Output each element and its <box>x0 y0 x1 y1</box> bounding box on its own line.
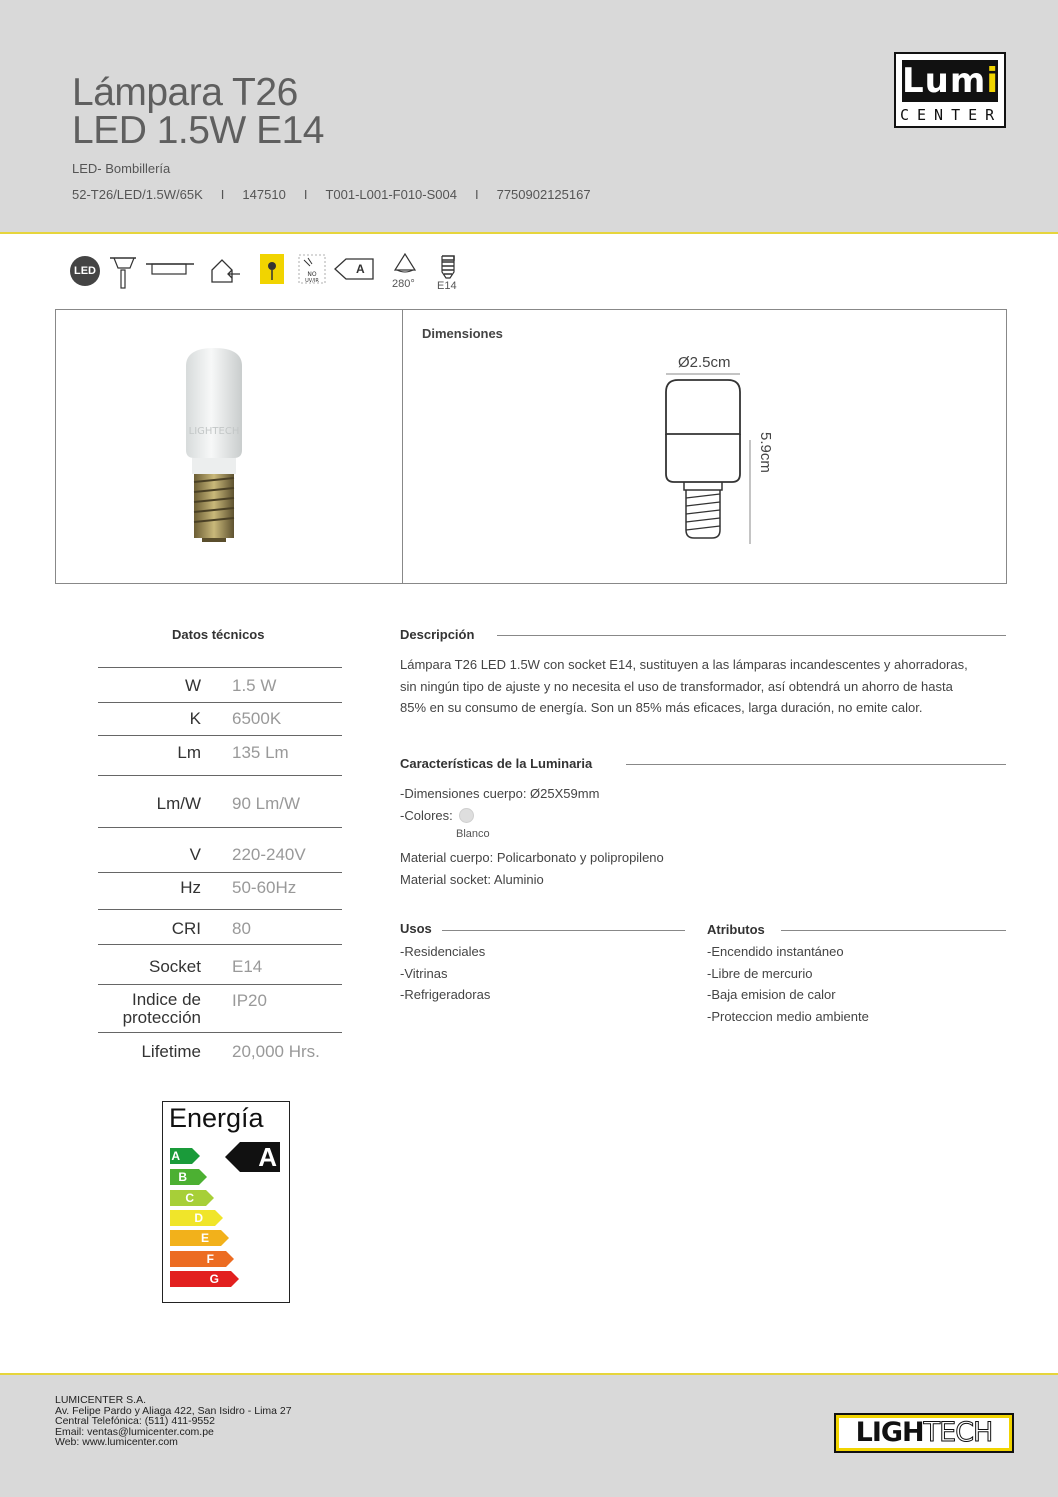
energy-bar-g: G <box>170 1271 231 1287</box>
tech-divider <box>98 909 342 910</box>
page-title <box>72 71 324 152</box>
energy-bar-d: D <box>170 1210 215 1226</box>
section-rule <box>442 930 685 931</box>
tech-divider <box>98 775 342 776</box>
led-icon: LED <box>70 256 100 286</box>
logo-part-tech: TECH <box>923 1417 993 1448</box>
logo-sub: CENTER <box>900 106 1003 124</box>
company-name: LUMICENTER S.A. <box>55 1394 147 1406</box>
color-swatch-white <box>459 808 474 823</box>
box-divider <box>402 310 403 583</box>
tech-key-line-1: Indice de <box>132 990 201 1009</box>
beam-angle-label: 280° <box>392 278 415 290</box>
tech-key: K <box>189 709 201 728</box>
tech-key <box>123 991 201 1027</box>
company-phone: Central Telefónica: (511) 411-9552 <box>55 1415 215 1428</box>
dimension-width: Ø2.5cm <box>678 354 731 371</box>
description-line: 85% en su consumo de energía. Son un 85% más eficaces, larga duración, no emite calor. <box>400 700 923 715</box>
tech-value: 220-240V <box>232 845 306 864</box>
product-photo <box>164 346 264 546</box>
company-address: Av. Felipe Pardo y Aliaga 422, San Isidro - Lima 27 <box>55 1404 292 1417</box>
attributes-title: Atributos <box>707 922 765 937</box>
energy-bar-e: E <box>170 1230 221 1246</box>
footer <box>0 1373 1058 1497</box>
tech-data-title: Datos técnicos <box>172 627 265 642</box>
section-rule <box>626 764 1006 765</box>
description-line: Lámpara T26 LED 1.5W con socket E14, sustituyen a las lámparas incandescentes y ahorradoras, <box>400 657 968 672</box>
energy-bar-b: B <box>170 1169 199 1185</box>
company-info <box>55 1395 292 1448</box>
lightech-logo <box>834 1413 1014 1453</box>
logo-main: Lumi <box>902 61 999 101</box>
tech-divider <box>98 984 342 985</box>
e14-socket-label: E14 <box>437 280 457 292</box>
list-item: -Libre de mercurio <box>707 965 813 981</box>
color-name: Blanco <box>456 828 490 840</box>
tech-key: CRI <box>171 919 201 938</box>
code-separator: I <box>220 187 225 202</box>
lightech-logo-text <box>839 1418 1009 1448</box>
energy-bar-a: A <box>170 1148 192 1164</box>
lamp-bulb-yellow-icon <box>260 254 284 284</box>
dimension-height: 5.9cm <box>757 432 774 473</box>
section-rule <box>497 635 1006 636</box>
tech-key: Lm/W <box>156 794 201 813</box>
code-separator: I <box>474 187 479 202</box>
title-line-2: LED 1.5W E14 <box>72 109 324 152</box>
product-image-box <box>55 309 1007 584</box>
tech-key: W <box>184 676 201 695</box>
indoor-house-icon <box>208 256 244 286</box>
energy-arrow-shape <box>334 258 374 280</box>
list-item: -Vitrinas <box>400 965 448 981</box>
tech-key: Lifetime <box>141 1042 201 1061</box>
feature-socket-material: Material socket: Aluminio <box>400 872 544 887</box>
tech-value: 6500K <box>232 709 282 728</box>
energy-title: Energía <box>169 1103 264 1133</box>
energy-class-a-icon <box>334 258 374 280</box>
tech-value: 1.5 W <box>232 676 277 695</box>
energy-class-letter: A <box>356 262 365 276</box>
category-subtitle: LED- Bombillería <box>72 161 171 176</box>
tech-divider <box>98 944 342 945</box>
product-code: 7750902125167 <box>496 187 591 202</box>
energy-rating: A <box>240 1142 280 1172</box>
surface-mount-icon <box>146 260 194 280</box>
tech-value: E14 <box>232 957 263 976</box>
tech-value: 80 <box>232 919 251 938</box>
tech-divider <box>98 1032 342 1033</box>
product-code: T001-L001-F010-S004 <box>325 187 457 202</box>
section-rule <box>781 930 1006 931</box>
header <box>0 0 1058 234</box>
tech-divider <box>98 735 342 736</box>
product-codes <box>72 187 591 202</box>
tech-value: 20,000 Hrs. <box>232 1042 320 1061</box>
tech-value: 90 Lm/W <box>232 794 301 813</box>
e14-socket-icon <box>438 254 458 280</box>
attributes-list <box>707 941 869 1027</box>
tech-key: Lm <box>177 743 201 762</box>
tech-divider <box>98 872 342 873</box>
title-line-1: Lámpara T26 <box>72 71 298 114</box>
description-title: Descripción <box>400 627 475 642</box>
tech-value: 135 Lm <box>232 743 289 762</box>
tech-divider <box>98 667 342 668</box>
bulb-brand-text: LIGHTECH <box>188 426 240 437</box>
uses-title: Usos <box>400 921 432 936</box>
colors-label: -Colores: <box>400 808 453 823</box>
dimensions-title: Dimensiones <box>422 326 503 341</box>
feature-colors <box>400 805 474 827</box>
uses-list <box>400 941 490 1006</box>
tech-value: 50-60Hz <box>232 878 297 897</box>
code-separator: I <box>303 187 308 202</box>
list-item: -Baja emision de calor <box>707 987 836 1002</box>
company-email[interactable]: Email: ventas@lumicenter.com.pe <box>55 1425 214 1438</box>
company-web[interactable]: Web: www.lumicenter.com <box>55 1436 178 1449</box>
tech-key-line-2: protección <box>122 1008 201 1027</box>
tech-divider <box>98 827 342 828</box>
tech-key: Socket <box>149 957 201 976</box>
energy-bar-c: C <box>170 1190 206 1206</box>
no-uv-ir-icon <box>298 254 326 284</box>
product-code: 147510 <box>242 187 286 202</box>
list-item: -Refrigeradoras <box>400 987 491 1002</box>
tech-value: IP20 <box>232 991 267 1010</box>
tech-key: Hz <box>180 878 201 897</box>
svg-text:NO: NO <box>307 271 317 278</box>
beam-angle-icon <box>392 252 418 274</box>
feature-body-material: Material cuerpo: Policarbonato y polipropileno <box>400 850 664 865</box>
ceiling-mount-icon <box>108 254 138 290</box>
lumicenter-logo <box>894 52 1006 128</box>
tech-key: V <box>189 845 201 864</box>
list-item: -Residenciales <box>400 944 486 959</box>
description-line: sin ningún tipo de ajuste y no necesita el uso de transformador, así obtendrá un ahorro de hasta <box>400 678 953 694</box>
description-text <box>400 654 1006 719</box>
list-item: -Proteccion medio ambiente <box>707 1008 869 1024</box>
feature-icons <box>70 252 490 296</box>
feature-dimensions: -Dimensiones cuerpo: Ø25X59mm <box>400 786 600 801</box>
tech-divider <box>98 702 342 703</box>
features-title: Características de la Luminaria <box>400 756 593 771</box>
list-item: -Encendido instantáneo <box>707 944 844 959</box>
svg-text:UV/IR: UV/IR <box>305 278 319 284</box>
product-code: 52-T26/LED/1.5W/65K <box>72 187 203 202</box>
energy-label <box>162 1101 290 1303</box>
dimension-drawing <box>656 370 756 550</box>
logo-part-light: LIGH <box>855 1417 924 1448</box>
energy-bar-f: F <box>170 1251 226 1267</box>
